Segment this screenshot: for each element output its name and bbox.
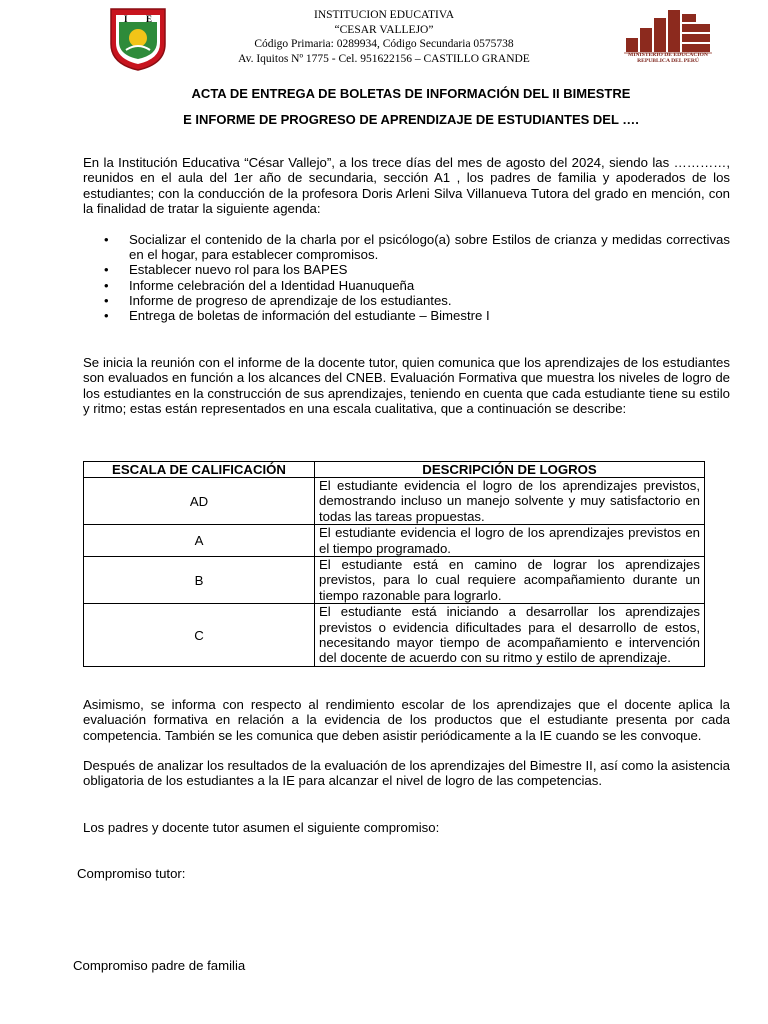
header-line-1: INSTITUCION EDUCATIVA xyxy=(313,9,455,21)
scale-cell: C xyxy=(84,604,315,667)
agenda-item: • Informe celebración del a Identidad Huanuqueña xyxy=(100,278,730,293)
table-row xyxy=(84,525,705,557)
scale-cell: A xyxy=(84,525,315,557)
grading-scale-table xyxy=(83,461,705,667)
description-cell: El estudiante está iniciando a desarrollar los aprendizajes previstos o evidencia dificultades para el desarrollo de estos, necesitando mayor tiempo de acompañamiento e intervención del docente de acuerdo con su ritmo y estilo de aprendizaje. xyxy=(315,604,705,667)
document-title-line-1: ACTA DE ENTREGA DE BOLETAS DE INFORMACIÓN DEL II BIMESTRE xyxy=(191,86,631,101)
table-row xyxy=(84,557,705,604)
ministry-logo-text xyxy=(622,52,714,65)
commitment-intro: Los padres y docente tutor asumen el siguiente compromiso: xyxy=(83,820,440,835)
header-line-3: Código Primaria: 0289934, Código Secundaria 0575738 xyxy=(254,38,514,50)
intro-paragraph: En la Institución Educativa “César Vallejo”, a los trece días del mes de agosto del 2024, siendo las …………, reunidos en el aula del 1er año de secundaria, sección A1 , los padres de familia y apoderados de los estudiantes; con la conducción de la profesora Doris Arleni Silva Villanueva Tutora del grado en mención, con la finalidad de tratar la siguiente agenda: xyxy=(83,155,730,217)
agenda-item: • Socializar el contenido de la charla por el psicólogo(a) sobre Estilos de crianza y medidas correctivas en el hogar, para establecer compromisos. xyxy=(100,232,730,262)
scale-cell: B xyxy=(84,557,315,604)
asimismo-paragraph: Asimismo, se informa con respecto al rendimiento escolar de los aprendizajes que el docente aplica la evaluación formativa en relación a la evidencia de los productos que el estudiante presenta por cada competencia. También se les comunica que deben asistir periódicamente a la IE cuando se les convoque. xyxy=(83,697,730,743)
commitment-tutor-label: Compromiso tutor: xyxy=(77,866,186,881)
header-line-4: Av. Iquitos Nº 1775 - Cel. 951622156 – CASTILLO GRANDE xyxy=(238,52,530,65)
crest-letter-e: E xyxy=(146,14,153,24)
header-line-2: “CESAR VALLEJO” xyxy=(334,23,434,36)
table-header-row xyxy=(84,462,705,478)
crest-letter-i: I xyxy=(124,14,128,24)
commitment-parent-label: Compromiso padre de familia xyxy=(73,958,246,973)
ministry-text-line-2: REPUBLICA DEL PERÚ xyxy=(637,58,699,65)
table-row xyxy=(84,604,705,667)
despues-paragraph: Después de analizar los resultados de la evaluación de los aprendizajes del Bimestre II, así como la asistencia obligatoria de los estudiantes a la IE para alcanzar el nivel de logro de las competencias. xyxy=(83,758,730,789)
document-title-line-2: E INFORME DE PROGRESO DE APRENDIZAJE DE ESTUDIANTES DEL …. xyxy=(183,112,639,127)
agenda-list xyxy=(100,232,730,323)
agenda-item: • Establecer nuevo rol para los BAPES xyxy=(100,262,730,277)
meeting-start-paragraph: Se inicia la reunión con el informe de la docente tutor, quien comunica que los aprendizajes de los estudiantes son evaluados en función a los alcances del CNEB. Evaluación Formativa que muestra los niveles de logro de los estudiantes en la construcción de sus aprendizajes, teniendo en cuenta que cada estudiante tiene su estilo y ritmo; estas están representados en una escala cualitativa, que a continuación se describe: xyxy=(83,355,730,417)
agenda-item: • Informe de progreso de aprendizaje de los estudiantes. xyxy=(100,293,730,308)
description-cell: El estudiante está en camino de lograr los aprendizajes previstos, para lo cual requiere acompañamiento durante un tiempo razonable para lograrlo. xyxy=(315,557,705,604)
ministry-text-line-1: MINISTERIO DE EDUCACION xyxy=(628,52,708,58)
scale-cell: AD xyxy=(84,478,315,525)
table-row xyxy=(84,478,705,525)
header-description: DESCRIPCIÓN DE LOGROS xyxy=(315,462,705,478)
agenda-item: • Entrega de boletas de información del estudiante – Bimestre I xyxy=(100,308,730,323)
header-scale: ESCALA DE CALIFICACIÓN xyxy=(84,462,315,478)
description-cell: El estudiante evidencia el logro de los aprendizajes previstos en el tiempo programado. xyxy=(315,525,705,557)
description-cell: El estudiante evidencia el logro de los aprendizajes previstos, demostrando incluso un manejo solvente y muy satisfactorio en todas las tareas propuestas. xyxy=(315,478,705,525)
